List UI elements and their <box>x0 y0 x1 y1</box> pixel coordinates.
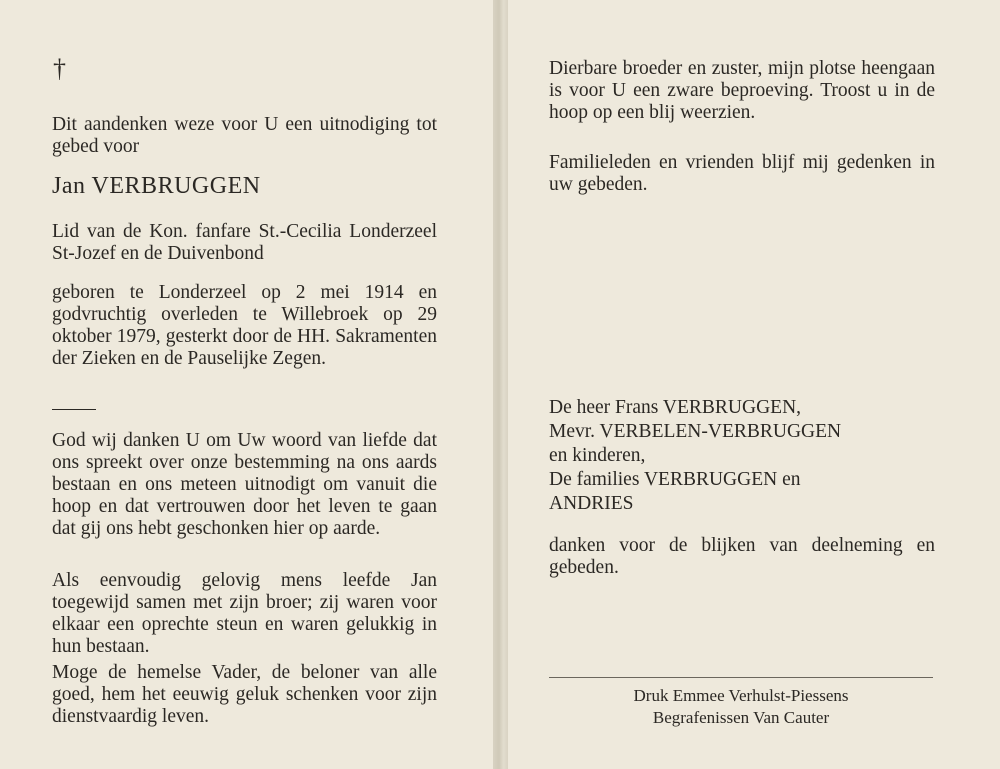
prayer-paragraph-2 <box>52 570 437 658</box>
membership-paragraph: Lid van de Kon. fanfare St.-Cecilia Londerzeel St-Jozef en de Duivenbond <box>52 221 437 264</box>
family-line-3: en kinderen, <box>549 445 646 466</box>
family-line-2: Mevr. VERBELEN-VERBRUGGEN <box>549 421 842 442</box>
family-line-5: ANDRIES <box>549 493 634 514</box>
family-line-1: De heer Frans VERBRUGGEN, <box>549 397 802 418</box>
family-line-4: De families VERBRUGGEN en <box>549 469 801 490</box>
remember-text: Familieleden en vrienden blijf mij gedenken in uw gebeden. <box>549 152 935 195</box>
dates-paragraph: geboren te Londerzeel op 2 mei 1914 en godvruchtig overleden te Willebroek op 29 oktober 1979, gesterkt door de HH. Sakramenten der Zieken en de Pauselijke Zegen. <box>52 282 437 369</box>
section-divider <box>52 409 96 410</box>
dates-text <box>52 282 437 370</box>
printer-line-2: Begrafenissen Van Cauter <box>652 708 830 727</box>
prayer-text-1: God wij danken U om Uw woord van liefde dat ons spreekt over onze bestemming na ons aards bestaan en ons meteen uitnodigt om vanuit die hoop en dat vertrouwen door het leven te gaan dat gij ons hebt geschonken hier op aarde. <box>52 430 437 539</box>
deceased-name: Jan VERBRUGGEN <box>52 173 261 199</box>
remember-paragraph <box>549 152 935 196</box>
printer-divider <box>549 677 933 678</box>
prayer-text-3: Moge de hemelse Vader, de beloner van alle goed, hem het eeuwig geluk schenken voor zijn dienstvaardig leven. <box>52 662 437 727</box>
farewell-paragraph <box>549 58 935 124</box>
family-list <box>549 396 935 516</box>
prayer-text-2: Als eenvoudig gelovig mens leefde Jan toegewijd samen met zijn broer; zij waren voor elkaar een oprechte steun en waren gelukkig in hun bestaan. <box>52 570 437 657</box>
farewell-text: Dierbare broeder en zuster, mijn plotse heengaan is voor U een zware beproeving. Troost u in de hoop op een blij weerzien. <box>549 58 935 123</box>
cross-symbol: † <box>53 54 66 83</box>
prayer-paragraph-1 <box>52 430 437 540</box>
printer-line-1: Druk Emmee Verhulst-Piessens <box>633 686 849 705</box>
intro-paragraph: Dit aandenken weze voor U een uitnodiging tot gebed voor <box>52 114 437 157</box>
card-fold <box>493 0 508 769</box>
thanks-text: danken voor de blijken van deelneming en gebeden. <box>549 535 935 578</box>
intro-text <box>52 114 437 158</box>
membership-text <box>52 221 437 265</box>
prayer-paragraph-3 <box>52 662 437 728</box>
thanks-paragraph <box>549 535 935 579</box>
